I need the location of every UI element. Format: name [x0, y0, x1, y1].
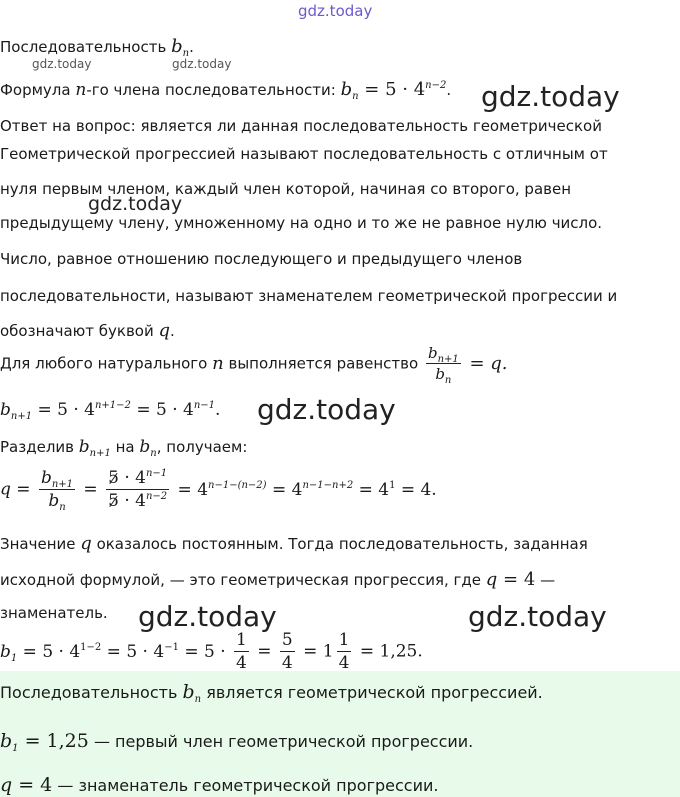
- line-dividing: Разделив $b_{n+1}$ на $b_n$, получаем:: [0, 437, 248, 459]
- watermark-big: gdz.today: [481, 80, 620, 113]
- text-line: нуля первым членом, каждый член которой, начиная со второго, равен: [0, 180, 572, 198]
- line-denote: обозначают буквой q.: [0, 320, 175, 341]
- line-equality: Для любого натурального n выполняется равенство $\frac{b_{n+1}}{b_n}$ = q.: [0, 344, 508, 386]
- text-line: предыдущему члену, умноженному на одно и то же не равное нулю число.: [0, 214, 603, 232]
- text-line: Геометрической прогрессией называют последовательность с отличным от: [0, 145, 608, 163]
- text-line: знаменатель.: [0, 604, 108, 622]
- formula-bn1: $b_{n+1} = 5 \cdot 4^{n+1-2} = 5 \cdot 4^{n-1}$.: [0, 400, 221, 422]
- answer-line-3: q = 4 — знаменатель геометрической прогрессии.: [0, 774, 439, 796]
- text-line: последовательности, называют знаменателем геометрической прогрессии и: [0, 287, 618, 305]
- text-line: Ответ на вопрос: является ли данная последовательность геометрической: [0, 117, 602, 135]
- watermark-small: gdz.today: [172, 57, 232, 71]
- line-value: Значение q оказалось постоянным. Тогда последовательность, заданная: [0, 533, 588, 554]
- line-sequence: Последовательность $b_n$.: [0, 36, 194, 59]
- line-progression: исходной формулой, — это геометрическая прогрессия, где q = 4 —: [0, 569, 556, 590]
- watermark-medium: gdz.today: [88, 193, 183, 215]
- answer-line-2: $b_1 = 1,25$ — первый член геометрической прогрессии.: [0, 730, 474, 754]
- text-line: Число, равное отношению последующего и предыдущего членов: [0, 250, 523, 268]
- answer-line-1: Последовательность $b_n$ является геометрической прогрессией.: [0, 681, 543, 705]
- watermark-small: gdz.today: [32, 57, 92, 71]
- watermark-big: gdz.today: [138, 600, 277, 633]
- watermark-big: gdz.today: [468, 600, 607, 633]
- line-formula: Формула n-го члена последовательности: $b_n = 5 \cdot 4^{n-2}$.: [0, 79, 452, 102]
- formula-b1: $b_1 = 5 \cdot 4^{1-2} = 5 \cdot 4^{-1} = 5$ · $\frac{1}{4}$ = $\frac{5}{4}$ = 1 $\frac{1}{4}$ = 1,25.: [0, 630, 423, 673]
- watermark-big: gdz.today: [257, 393, 396, 426]
- watermark-top: gdz.today: [298, 2, 373, 20]
- formula-derivation: q = $\frac{b_{n+1}}{b_n}$ = $\frac{5 \cdot 4^{n-1}}{5 \cdot 4^{n-2}}$ = $4^{n-1-(n-2)} = 4^{n-1-n+2} = 4^1 = 4$.: [0, 468, 437, 513]
